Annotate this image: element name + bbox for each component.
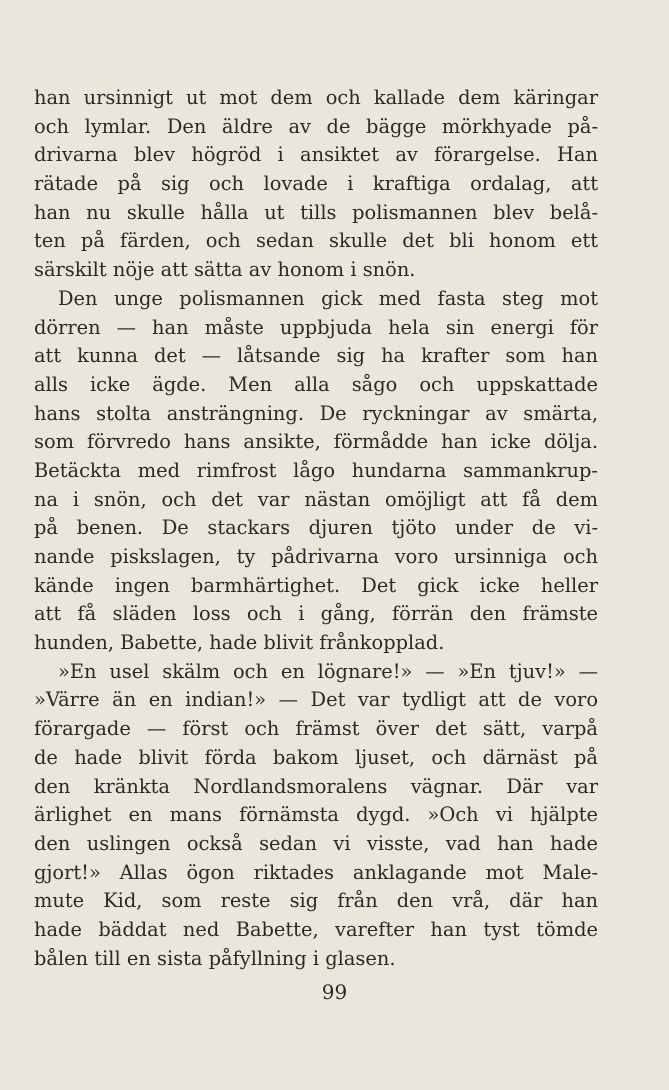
text-line: de hade blivit förda bakom ljuset, och därnäst på — [34, 745, 598, 769]
text-line: han nu skulle hålla ut tills polismannen blev belå- — [34, 200, 598, 224]
text-line: »En usel skälm och en lögnare!» — »En tjuv!» — — [58, 659, 598, 683]
text-line: Den unge polismannen gick med fasta steg mot — [58, 286, 598, 310]
text-line: dörren — han måste uppbjuda hela sin energi för — [34, 315, 598, 339]
text-line: och lymlar. Den äldre av de bägge mörkhyade på- — [34, 114, 598, 138]
text-line: gjort!» Allas ögon riktades anklagande mot Male- — [34, 860, 598, 884]
text-line: hans stolta ansträngning. De ryckningar av smärta, — [34, 401, 598, 425]
text-line: att få släden loss och i gång, förrän den främste — [34, 602, 598, 626]
text-line: na i snön, och det var nästan omöjligt att få dem — [34, 487, 598, 511]
text-line: ärlighet en mans förnämsta dygd. »Och vi hjälpte — [34, 803, 598, 827]
text-line: förargade — först och främst över det sätt, varpå — [34, 717, 598, 741]
text-line: hunden, Babette, hade blivit frånkopplad. — [34, 631, 445, 655]
page-number: 99 — [321, 980, 348, 1004]
text-line: på benen. De stackars djuren tjöto under de vi- — [34, 516, 598, 540]
text-line: han ursinnigt ut mot dem och kallade dem käringar — [34, 86, 598, 109]
text-line: Betäckta med rimfrost lågo hundarna sammankrup- — [34, 458, 598, 482]
text-line: bålen till en sista påfyllning i glasen. — [34, 946, 396, 970]
text-line: ten på färden, och sedan skulle det bli honom ett — [34, 229, 598, 253]
text-line: särskilt nöje att sätta av honom i snön. — [34, 258, 416, 282]
text-line: att kunna det — låtsande sig ha krafter som han — [34, 344, 598, 368]
text-line: alls icke ägde. Men alla sågo och uppskattade — [34, 372, 598, 396]
body-text — [34, 84, 598, 973]
text-line: drivarna blev högröd i ansiktet av förargelse. Han — [34, 143, 598, 167]
text-line: kände ingen barmhärtighet. Det gick icke heller — [34, 573, 598, 597]
text-line: hade bäddat ned Babette, varefter han tyst tömde — [34, 917, 598, 941]
text-line: den uslingen också sedan vi visste, vad han hade — [34, 831, 598, 855]
text-line: »Värre än en indian!» — Det var tydligt att de voro — [34, 688, 598, 712]
text-line: den kränkta Nordlandsmoralens vägnar. Där var — [34, 774, 598, 798]
text-line: som förvredo hans ansikte, förmådde han icke dölja. — [34, 430, 598, 454]
text-line: rätade på sig och lovade i kraftiga ordalag, att — [34, 172, 598, 196]
text-line: nande piskslagen, ty pådrivarna voro ursinniga och — [34, 545, 598, 568]
text-line: mute Kid, som reste sig från den vrå, där han — [34, 889, 598, 913]
